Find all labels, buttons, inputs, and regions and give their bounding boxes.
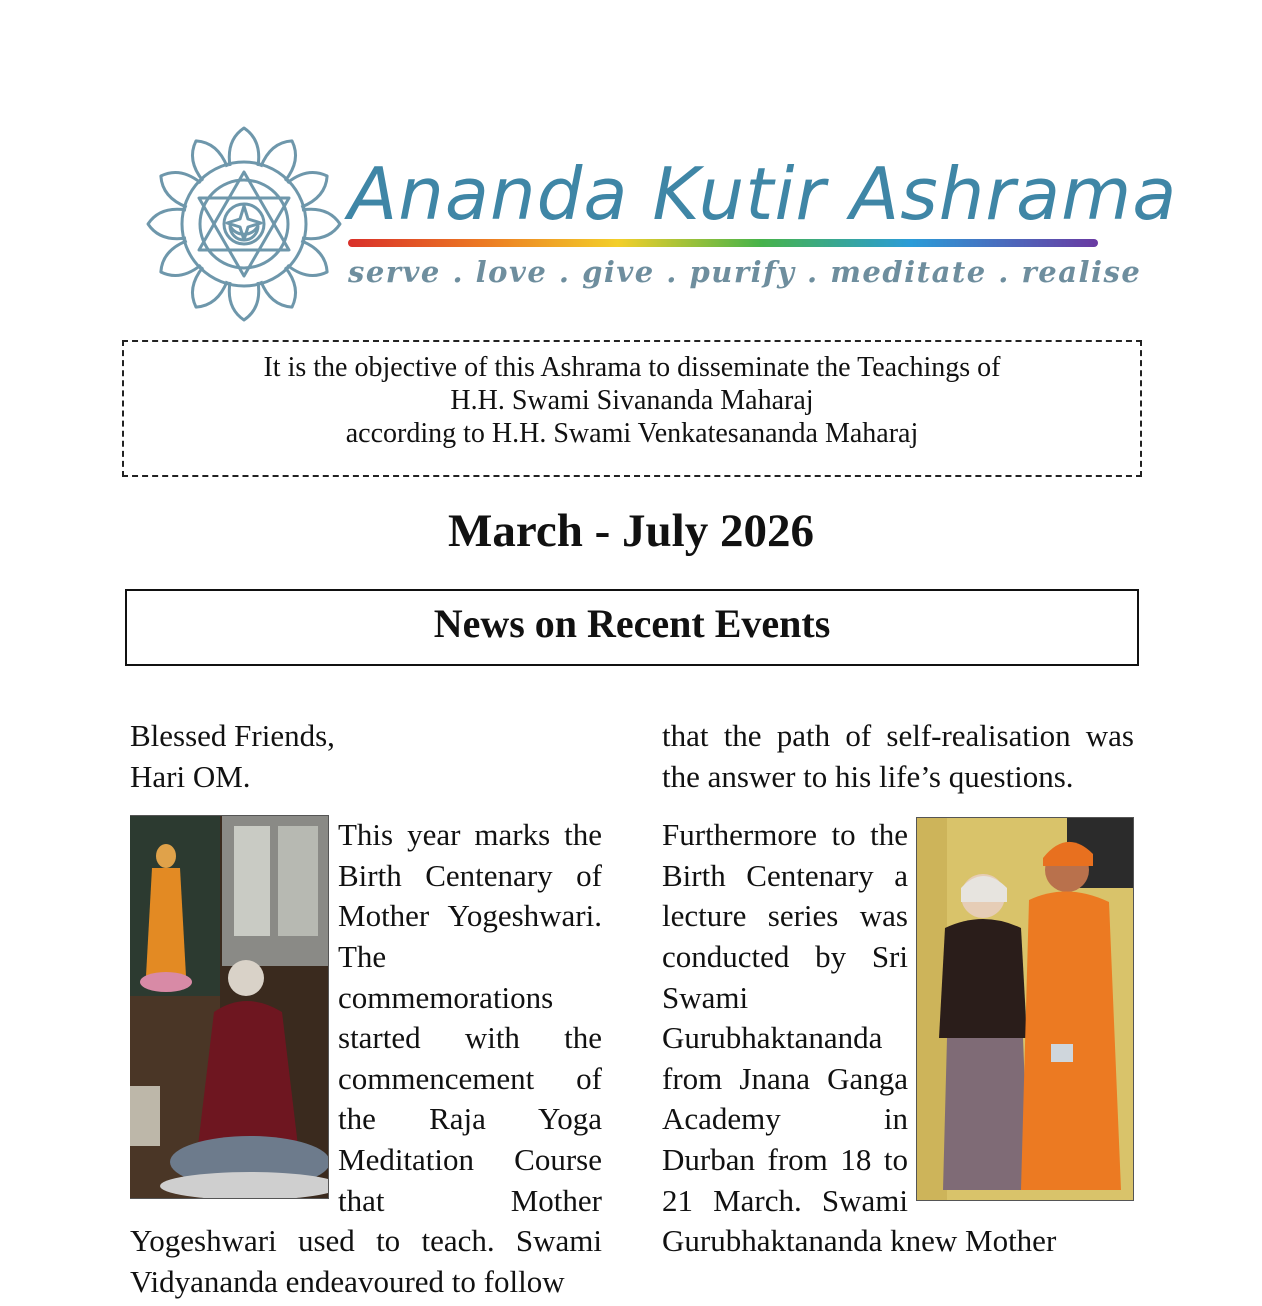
right-column xyxy=(662,716,1134,1306)
ashrama-logo xyxy=(146,124,342,328)
lecture-series-paragraph: Furthermore to the Birth Centenary a lecture series was conducted by Sri Swami Gurubhaktananda from Jnana Ganga Academy in Durban from 18 to 21 March. Swami Gurubhaktananda knew Mother xyxy=(662,817,1057,1259)
section-heading-box xyxy=(125,589,1139,666)
self-realisation-paragraph: that the path of self-realisation was the answer to his life’s questions. xyxy=(662,718,1134,794)
lotus-petal xyxy=(229,282,258,320)
rainbow-divider xyxy=(348,239,1098,247)
lotus-petal xyxy=(148,209,186,238)
photo-woman-seated-before-shrine xyxy=(130,815,329,1199)
objective-line: according to H.H. Swami Venkatesananda Maharaj xyxy=(345,418,919,449)
section-title: News on Recent Events xyxy=(433,601,831,646)
lotus-petal xyxy=(302,209,340,238)
lotus-petal xyxy=(229,128,258,166)
salutation: Blessed Friends, xyxy=(130,718,335,753)
centenary-paragraph: This year marks the Birth Centenary of Mother Yogeshwari. The commemorations started with the commencement of the Raja Yoga Meditation Course that Mother Yogeshwari used to teach. Swami Vidyananda endeavoured to follow xyxy=(130,817,602,1299)
brand-name: Ananda Kutir Ashrama xyxy=(348,152,1178,236)
left-column xyxy=(130,716,602,1306)
tagline: serve . love . give . purify . meditate . realise xyxy=(348,255,1142,289)
greeting: Hari OM. xyxy=(130,758,251,794)
issue-date: March - July 2026 xyxy=(448,505,814,557)
photo-woman-and-swami-standing xyxy=(916,817,1134,1201)
objective-line: H.H. Swami Sivananda Maharaj xyxy=(450,385,814,416)
lotus-star-mandala-icon xyxy=(146,124,342,328)
objective-box xyxy=(122,340,1142,477)
objective-line: It is the objective of this Ashrama to disseminate the Teachings of xyxy=(263,352,1001,383)
